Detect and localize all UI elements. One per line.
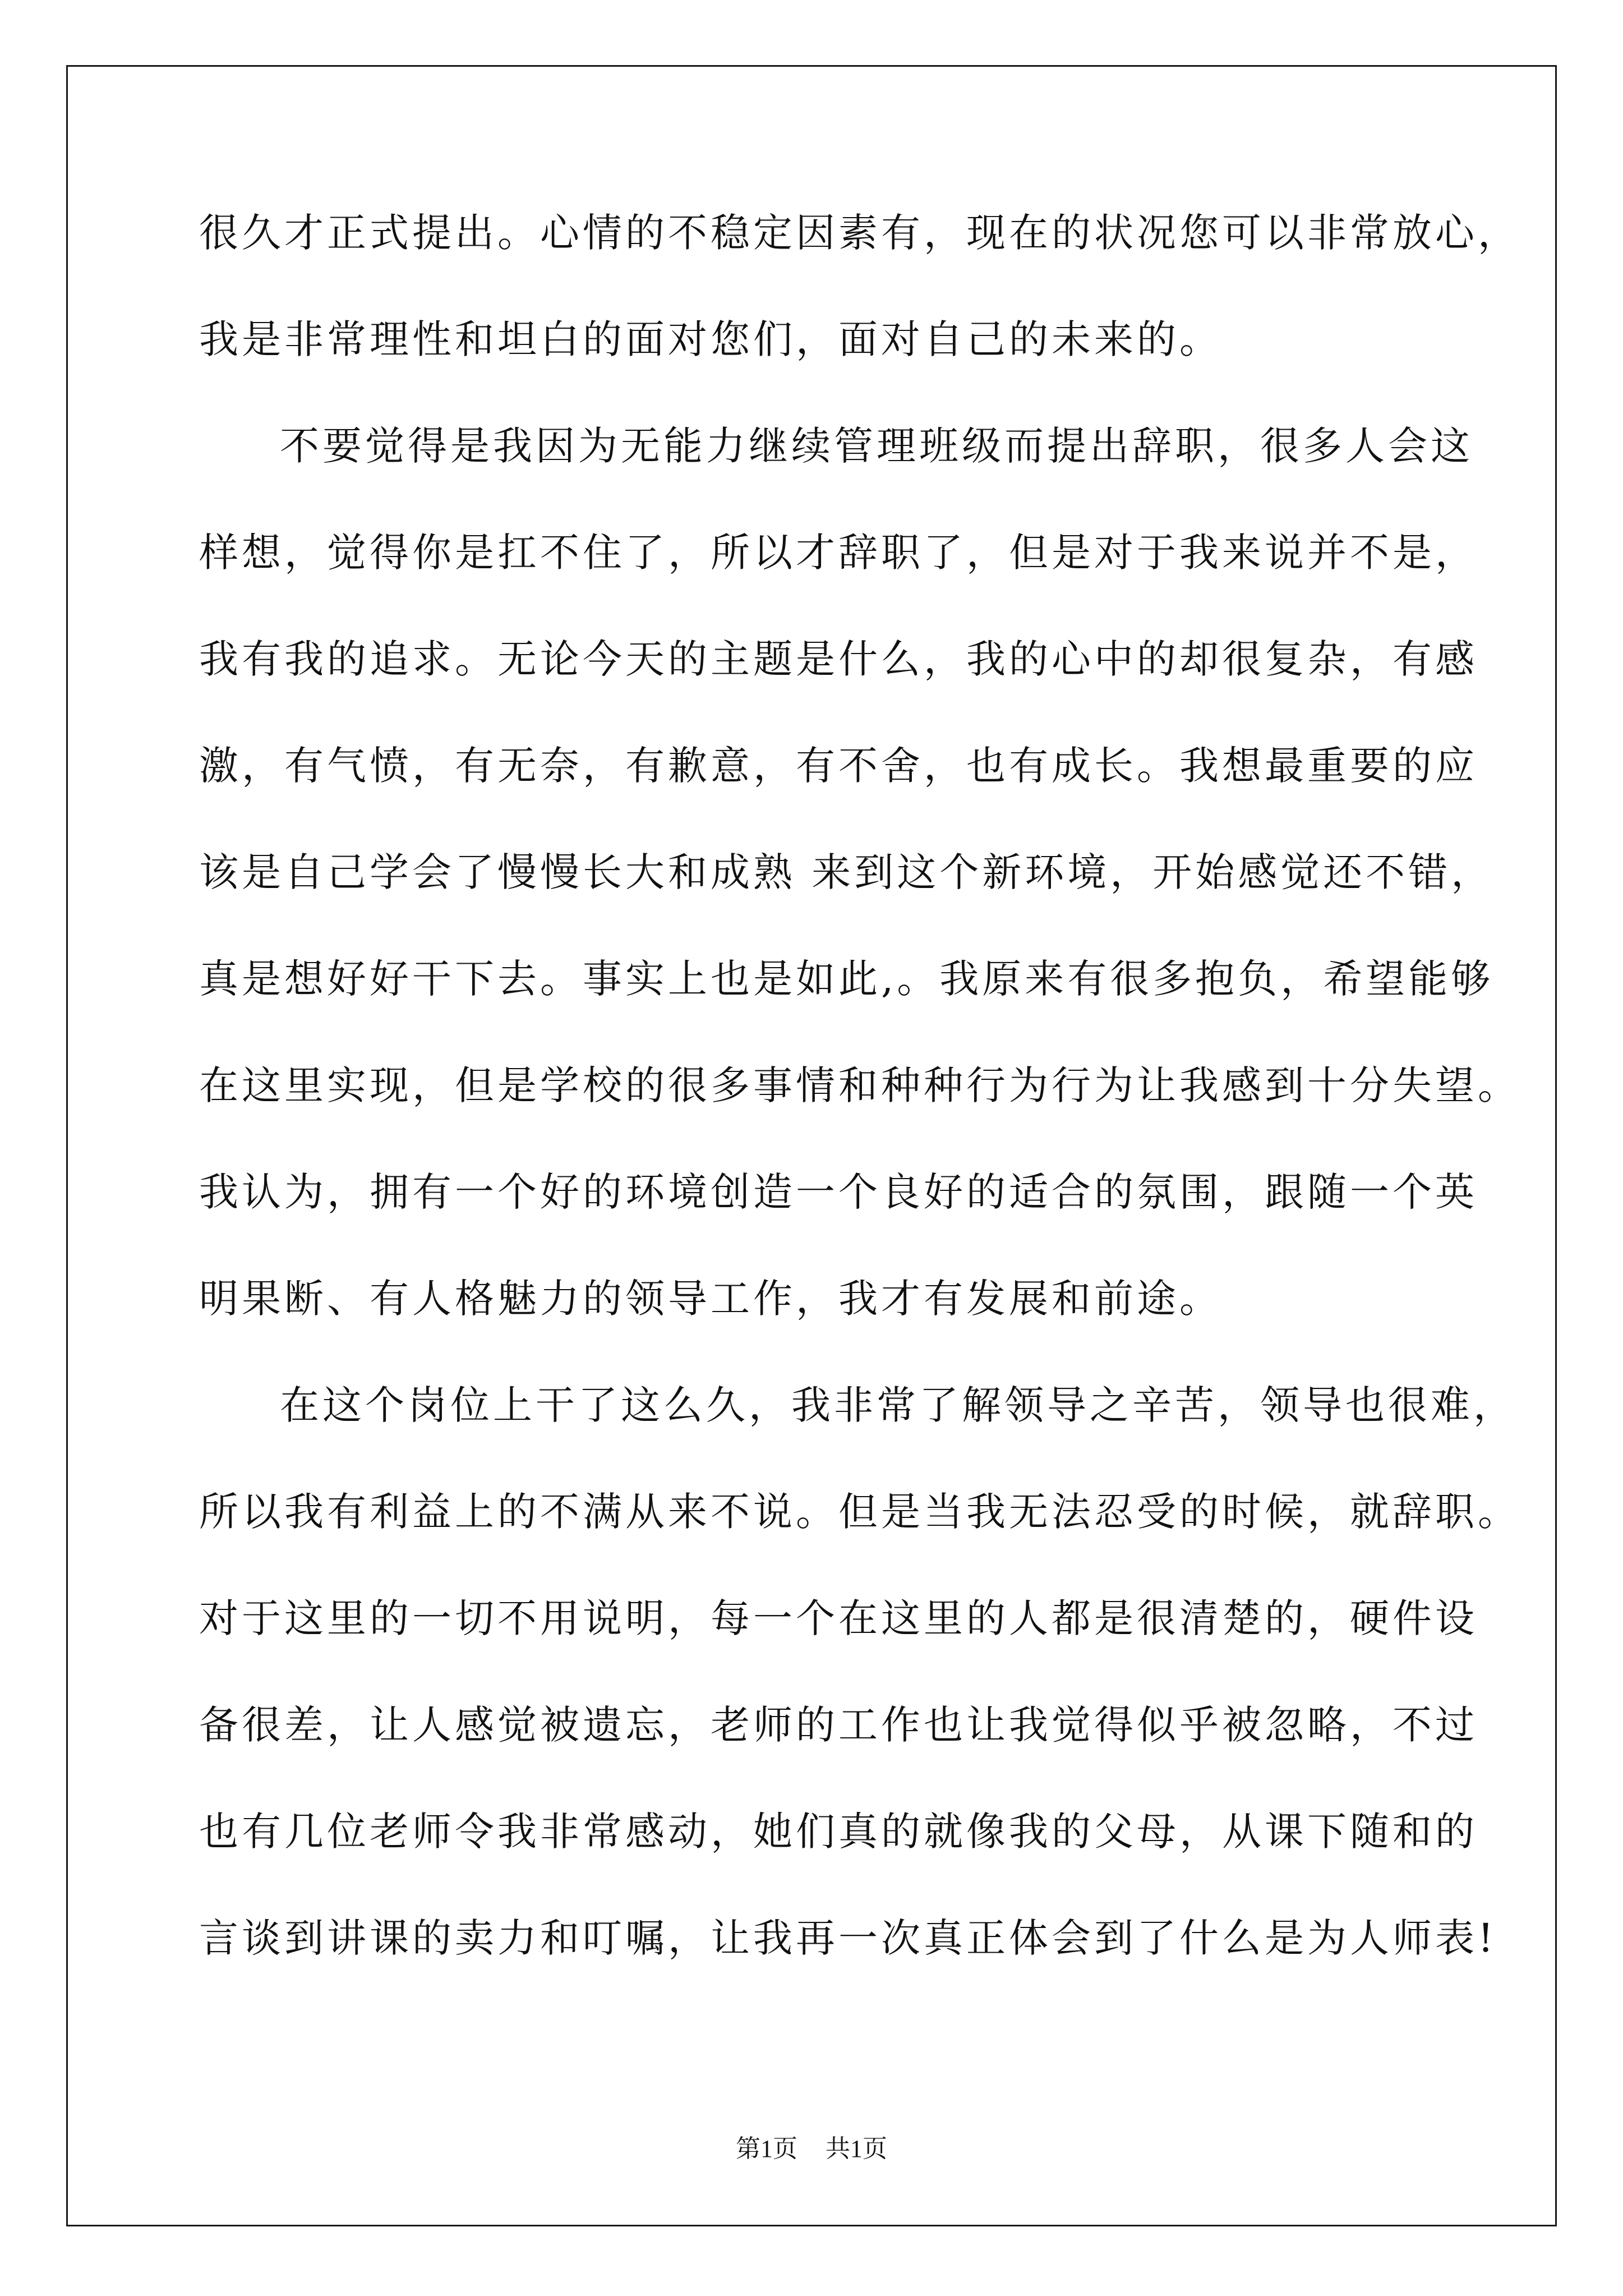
paragraph-start-line: 在这个岗位上干了这么久，我非常了解领导之辛苦，领导也很难，	[280, 1382, 1516, 1428]
page-number: 第1页	[736, 2135, 797, 2162]
text-line: 该是自己学会了慢慢长大和成熟 来到这个新环境，开始感觉还不错，	[199, 849, 1494, 895]
paragraph-start-line: 不要觉得是我因为无能力继续管理班级而提出辞职，很多人会这	[280, 423, 1473, 469]
text-line: 真是想好好干下去。事实上也是如此,。我原来有很多抱负，希望能够	[199, 956, 1494, 1002]
text-line: 激，有气愤，有无奈，有歉意，有不舍，也有成长。我想最重要的应	[199, 743, 1478, 789]
text-line: 所以我有利益上的不满从来不说。但是当我无法忍受的时候，就辞职。	[199, 1489, 1520, 1535]
page-total: 共1页	[826, 2135, 887, 2162]
page-footer	[0, 2133, 1623, 2165]
text-line: 样想，觉得你是扛不住了，所以才辞职了，但是对于我来说并不是，	[199, 530, 1478, 576]
text-line: 我有我的追求。无论今天的主题是什么，我的心中的却很复杂，有感	[199, 636, 1478, 682]
text-line: 我认为，拥有一个好的环境创造一个良好的适合的氛围，跟随一个英	[199, 1169, 1478, 1215]
text-line: 我是非常理性和坦白的面对您们，面对自己的未来的。	[199, 316, 1222, 362]
document-body	[199, 202, 1520, 2014]
text-line: 备很差，让人感觉被遗忘，老师的工作也让我觉得似乎被忽略，不过	[199, 1702, 1478, 1748]
text-line: 也有几位老师令我非常感动，她们真的就像我的父母，从课下随和的	[199, 1809, 1478, 1855]
text-line: 明果断、有人格魅力的领导工作，我才有发展和前途。	[199, 1276, 1222, 1322]
text-line: 在这里实现，但是学校的很多事情和种种行为行为让我感到十分失望。	[199, 1062, 1520, 1108]
text-line: 很久才正式提出。心情的不稳定因素有，现在的状况您可以非常放心，	[199, 210, 1520, 256]
text-line: 言谈到讲课的卖力和叮嘱，让我再一次真正体会到了什么是为人师表!	[199, 1915, 1497, 1961]
text-line: 对于这里的一切不用说明，每一个在这里的人都是很清楚的，硬件设	[199, 1595, 1478, 1641]
